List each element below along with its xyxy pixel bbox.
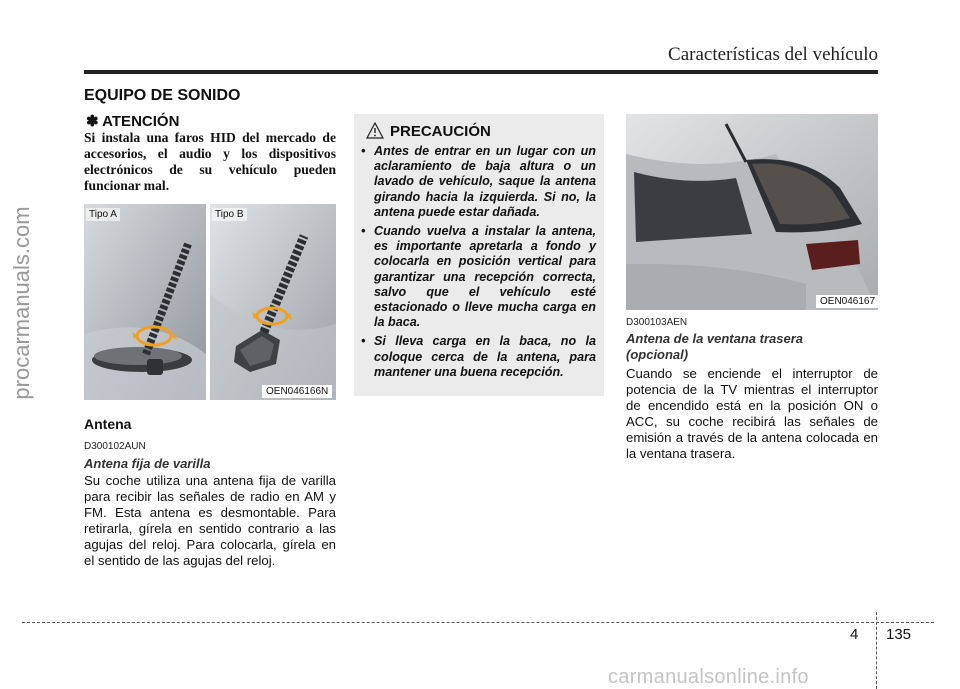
antenna-subheading: Antena fija de varilla: [84, 456, 211, 471]
attention-body: Si instala una faros HID del mercado de accesorios, el audio y los dispositivos electrónicos de su vehículo pueden funcionar mal.: [84, 130, 336, 193]
caution-item: • Antes de entrar en un lugar con un aclaramiento de baja altura o un lavado de vehículo, saque la antena girando hacia la izquierda. Si no, la antena puede estar dañada.: [354, 144, 596, 220]
antenna-type-b-drawing: [210, 204, 336, 400]
caution-list: [354, 144, 596, 384]
footer-divider: [876, 612, 877, 689]
antenna-code: D300102AUN: [84, 441, 146, 452]
caution-item: • Si lleva carga en la baca, no la coloque cerca de la antena, para mantener una buena recepción.: [354, 334, 596, 380]
figure-type-a: [84, 204, 206, 400]
antenna-figure: [84, 204, 336, 400]
figure-label-type-a: Tipo A: [86, 208, 120, 221]
antenna-heading: Antena: [84, 416, 132, 432]
rear-window-figure: [626, 114, 878, 310]
figure-label-type-b: Tipo B: [212, 208, 247, 221]
running-header: Características del vehículo: [668, 44, 878, 65]
page-number: 135: [886, 626, 912, 643]
caution-box: [354, 114, 604, 396]
caution-title: PRECAUCIÓN: [390, 123, 491, 140]
warning-icon: [366, 122, 384, 139]
antenna-type-a-drawing: [84, 204, 206, 400]
bottom-watermark: carmanualsonline.info: [608, 666, 809, 688]
caution-item: • Cuando vuelva a instalar la antena, es importante apretarla a fondo y colocarla en posición vertical para garantizar una recepción correcta, salvo que el vehículo esté estacionado o lleve mucha carga en la baca.: [354, 224, 596, 330]
section-title: EQUIPO DE SONIDO: [84, 87, 241, 104]
antenna-body: Su coche utiliza una antena fija de varilla para recibir las señales de radio en AM y FM. Esta antena es desmontable. Para retirarla, gírela en sentido contrario a las agujas del reloj. Para colocarla, gírela en el sentido de las agujas del reloj.: [84, 473, 336, 568]
figure-code: OEN046166N: [262, 385, 332, 398]
figure-type-b: [210, 204, 336, 400]
figure-code: OEN046167: [816, 295, 878, 308]
footer-rule: [22, 622, 934, 623]
attention-title: ✽ ATENCIÓN: [86, 113, 180, 130]
side-watermark: procarmanuals.com: [9, 206, 34, 400]
header-rule: [84, 70, 878, 74]
chapter-number: 4: [850, 626, 859, 643]
rear-window-code: D300103AEN: [626, 317, 688, 328]
rear-window-drawing: [626, 114, 878, 310]
rear-window-body: Cuando se enciende el interruptor de potencia de la TV mientras el interruptor de encendido está en la posición ON o ACC, su coche recibirá las señales de emisión a través de la antena colocada en la ventana trasera.: [626, 366, 878, 461]
rear-window-subheading: Antena de la ventana trasera (opcional): [626, 331, 804, 362]
